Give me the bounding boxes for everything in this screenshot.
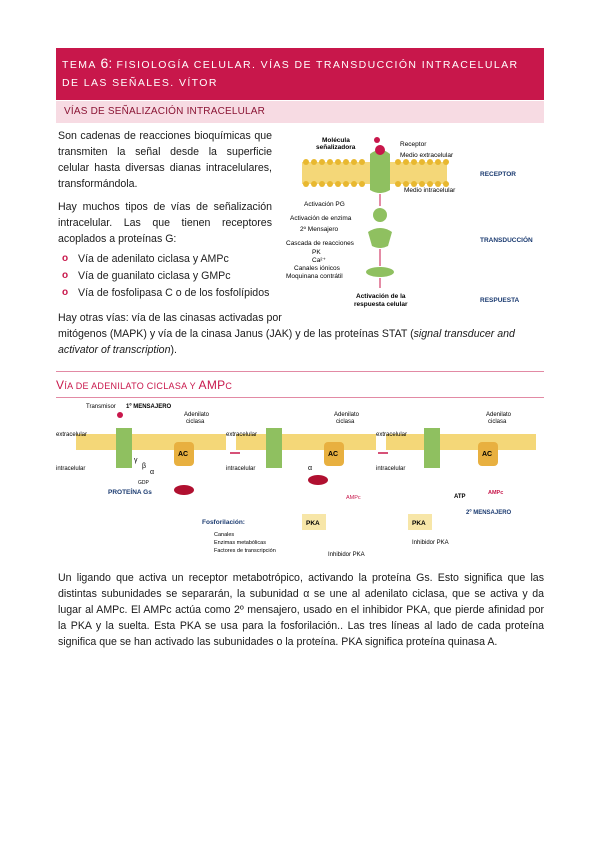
signaling-overview-diagram <box>282 128 544 318</box>
list-item: o Vía de guanilato ciclasa y GMPc <box>62 268 269 285</box>
page-title-bar <box>56 48 544 100</box>
svg-text:AMPc: AMPc <box>488 490 504 496</box>
page-title: FISIOLOGÍA CELULAR. VÍAS DE TRANSDUCCIÓN INTRACELULAR DE LAS SEÑALES. VÍTOR <box>62 59 519 89</box>
signal-molecule <box>375 145 385 155</box>
svg-text:Ca²⁺: Ca²⁺ <box>312 257 326 264</box>
svg-text:β: β <box>142 463 147 470</box>
svg-text:PKA: PKA <box>412 520 426 527</box>
svg-text:Moquinana contrátil: Moquinana contrátil <box>286 273 343 280</box>
svg-text:PK: PK <box>312 249 321 256</box>
svg-text:GDP: GDP <box>138 480 149 486</box>
svg-text:Inhibidor PKA: Inhibidor PKA <box>328 552 365 558</box>
g-protein <box>373 208 387 222</box>
svg-text:2º MENSAJERO: 2º MENSAJERO <box>466 510 512 516</box>
stat-italic: signal transducer and activator of transcription <box>58 328 515 356</box>
svg-text:Medio extracelular: Medio extracelular <box>400 152 454 159</box>
other-pathways-rest: mitógenos (MAPK) y vía de la cinasa Janus (JAK) y de las proteínas STAT (signal transducer and activator of transcription). <box>58 328 515 356</box>
svg-text:AC: AC <box>482 451 493 458</box>
svg-text:α: α <box>308 465 313 472</box>
tema-word: TEMA <box>62 59 97 71</box>
svg-text:intracelular: intracelular <box>376 466 406 472</box>
section-heading: VÍAS DE SEÑALIZACIÓN INTRACELULAR <box>56 101 544 123</box>
svg-text:TRANSDUCCIÓN: TRANSDUCCIÓN <box>480 237 533 244</box>
svg-text:Inhibidor PKA: Inhibidor PKA <box>412 540 449 546</box>
list-item: o Vía de fosfolipasa C o de los fosfolípidos <box>62 285 269 302</box>
svg-text:ciclasa: ciclasa <box>488 419 507 425</box>
ampc-explanation: Un ligando que activa un receptor metabotrópico, activando la proteína Gs. Esto significa que las distintas subunidades se separarán, la subunidad α se une al adenilato ciclasa, que se activa y da lugar al AMPc. El AMPc actúa como 2º mensajero, usado en el inhibidor PKA, que pierde afinidad por la PKA y la suelta. Esta PKA se usa para la fosforilación.. Las tres líneas al lado de cada proteína significa que se han activado las subunidades o la proteína. PKA significa proteína quinasa A. <box>58 572 544 648</box>
svg-text:extracelular: extracelular <box>376 432 408 438</box>
svg-text:Adenilato: Adenilato <box>184 412 210 418</box>
svg-text:intracelular: intracelular <box>56 466 86 472</box>
svg-text:intracelular: intracelular <box>226 466 256 472</box>
svg-text:Canales iónicos: Canales iónicos <box>294 265 340 272</box>
svg-text:Activación PG: Activación PG <box>304 201 345 208</box>
svg-text:RECEPTOR: RECEPTOR <box>480 171 516 178</box>
svg-text:ciclasa: ciclasa <box>186 419 205 425</box>
pathway-list <box>62 251 269 302</box>
effector-shape <box>366 267 394 277</box>
other-pathways-line1: Hay otras vías: vía de las cinasas activadas por <box>58 312 282 324</box>
adenylate-cyclase-diagram <box>56 398 544 562</box>
svg-text:Activación de enzima: Activación de enzima <box>290 215 352 222</box>
paragraph-definition: Son cadenas de reacciones bioquímicas que transmiten la señal desde la superficie celular hasta diversas dianas intracelulares, transformándola. <box>58 130 272 190</box>
svg-text:señalizadora: señalizadora <box>316 144 356 151</box>
svg-text:Medio intracelular: Medio intracelular <box>404 187 456 194</box>
section-heading-ampc: VÍA DE ADENILATO CICLASA Y AMPC <box>56 378 233 392</box>
svg-text:PKA: PKA <box>306 520 320 527</box>
svg-text:AC: AC <box>328 451 339 458</box>
svg-text:Activación de la: Activación de la <box>356 293 406 300</box>
svg-text:Receptor: Receptor <box>400 141 427 148</box>
svg-text:extracelular: extracelular <box>226 432 258 438</box>
tema-number: 6: <box>100 55 113 71</box>
paragraph-types: Hay muchos tipos de vías de señalización intracelular. Las que tienen receptores acoplados a proteínas G: <box>58 201 272 245</box>
divider <box>56 371 544 372</box>
svg-text:respuesta celular: respuesta celular <box>354 301 408 308</box>
svg-text:α: α <box>150 469 155 476</box>
enzyme-shape <box>368 228 392 248</box>
svg-text:AC: AC <box>178 451 189 458</box>
svg-text:RESPUESTA: RESPUESTA <box>480 297 520 304</box>
svg-text:1º MENSAJERO: 1º MENSAJERO <box>126 404 172 410</box>
svg-text:Adenilato: Adenilato <box>334 412 360 418</box>
svg-text:Molécula: Molécula <box>322 137 350 144</box>
receptor-shape <box>370 150 390 193</box>
svg-text:Cascada de reacciones: Cascada de reacciones <box>286 240 354 247</box>
svg-text:Factores de transcripción: Factores de transcripción <box>214 548 276 554</box>
svg-text:Fosforilación:: Fosforilación: <box>202 519 245 526</box>
svg-text:AMPc: AMPc <box>346 495 361 501</box>
svg-text:γ: γ <box>134 457 138 464</box>
svg-text:PROTEÍNA Gs: PROTEÍNA Gs <box>108 489 152 496</box>
svg-text:Transmisor: Transmisor <box>86 404 116 410</box>
svg-text:2º Mensajero: 2º Mensajero <box>300 226 339 233</box>
svg-text:Adenilato: Adenilato <box>486 412 512 418</box>
svg-text:Canales: Canales <box>214 532 235 538</box>
svg-text:extracelular: extracelular <box>56 432 88 438</box>
svg-text:Enzimas metabólicas: Enzimas metabólicas <box>214 540 266 546</box>
svg-text:ciclasa: ciclasa <box>336 419 355 425</box>
list-item: o Vía de adenilato ciclasa y AMPc <box>62 251 269 268</box>
svg-text:ATP: ATP <box>454 494 466 500</box>
